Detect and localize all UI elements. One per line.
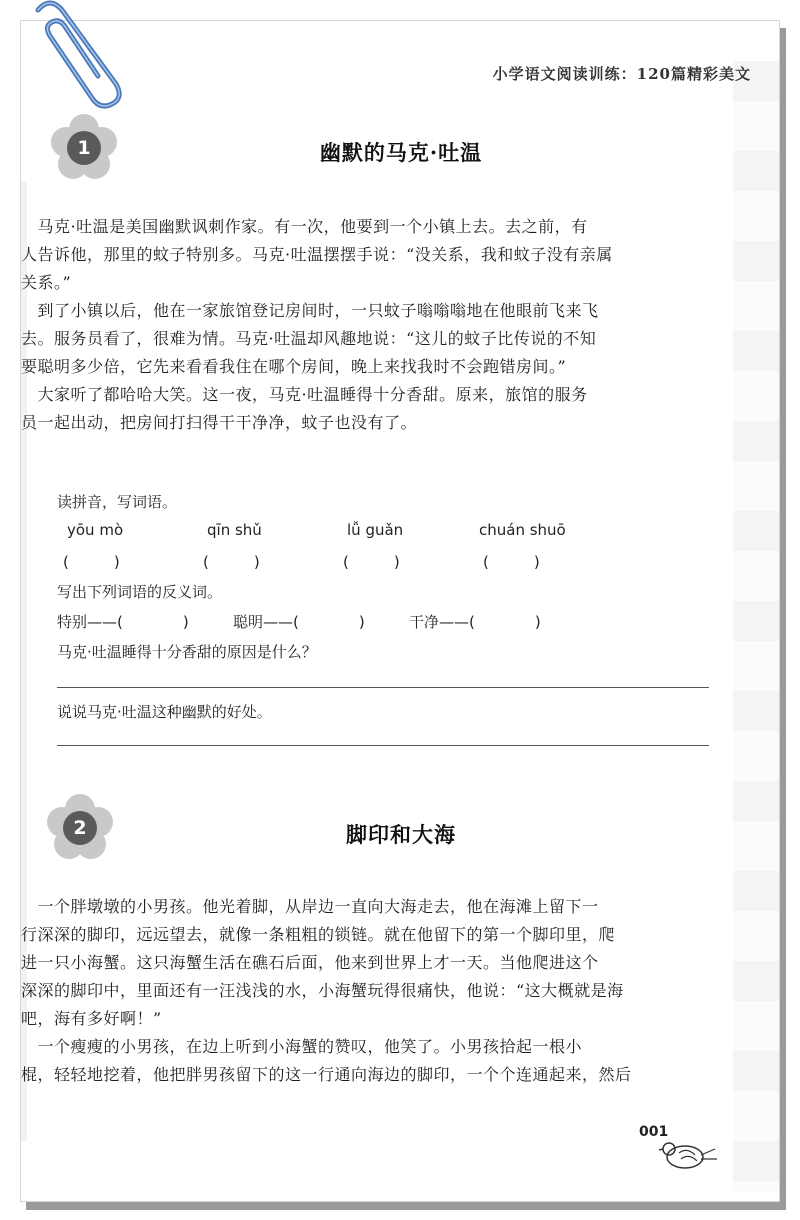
text-line: 一个瘦瘦的小男孩，在边上听到小海蟹的赞叹，他笑了。小男孩拾起一根小 <box>21 1037 583 1056</box>
pinyin-item: qīn shǔ <box>207 521 262 539</box>
running-header: 小学语文阅读训练：120篇精彩美文 <box>492 65 751 83</box>
pinyin-item: chuán shuō <box>479 521 566 539</box>
page-number: 001 <box>639 1124 669 1140</box>
text-line: 大家听了都哈哈大笑。这一夜，马克·吐温睡得十分香甜。原来，旅馆的服务 <box>21 385 588 404</box>
question-3: 马克·吐温睡得十分香甜的原因是什么？ <box>57 643 317 661</box>
pinyin-item: yōu mò <box>67 521 124 539</box>
question-4: 说说马克·吐温这种幽默的好处。 <box>57 703 272 721</box>
text-line: 关系。” <box>21 273 72 292</box>
text-line: 马克·吐温是美国幽默讽刺作家。有一次，他要到一个小镇上去。去之前，有 <box>21 217 588 236</box>
book-page <box>20 20 780 1202</box>
text-line: 员一起出动，把房间打扫得干干净净，蚊子也没有了。 <box>21 413 418 432</box>
answer-bracket[interactable]: ( ) <box>343 553 400 571</box>
answer-line[interactable] <box>57 687 709 688</box>
answer-bracket[interactable]: ( ) <box>483 553 540 571</box>
text-line: 要聪明多少倍，它先来看看我住在哪个房间，晚上来找我时不会跑错房间。” <box>21 357 567 376</box>
answer-bracket[interactable]: ( ) <box>63 553 120 571</box>
antonym-item[interactable]: 聪明——( ) <box>233 613 365 631</box>
antonym-item[interactable]: 特别——( ) <box>57 613 189 631</box>
section-title: 脚印和大海 <box>346 822 456 847</box>
text-line: 一个胖墩墩的小男孩。他光着脚，从岸边一直向大海走去，他在海滩上留下一 <box>21 897 599 916</box>
text-line: 去。服务员看了，很难为情。马克·吐温却风趣地说：“这儿的蚊子比传说的不知 <box>21 329 597 348</box>
answer-line[interactable] <box>57 745 709 746</box>
section-body <box>21 893 733 1089</box>
right-decoration <box>733 61 779 1191</box>
paperclip-icon <box>20 0 130 110</box>
text-line: 棍，轻轻地挖着，他把胖男孩留下的这一行通向海边的脚印，一个个连通起来，然后 <box>21 1065 632 1084</box>
pinyin-item: lǚ guǎn <box>347 521 404 539</box>
question-2: 写出下列词语的反义词。 <box>57 583 223 601</box>
text-line: 到了小镇以后，他在一家旅馆登记房间时，一只蚊子嗡嗡嗡地在他眼前飞来飞 <box>21 301 599 320</box>
section-number: 2 <box>73 817 87 839</box>
section-title: 幽默的马克·吐温 <box>319 140 483 165</box>
question-1: 读拼音，写词语。 <box>57 493 178 511</box>
answer-bracket[interactable]: ( ) <box>203 553 260 571</box>
antonym-item[interactable]: 干净——( ) <box>409 613 541 631</box>
bird-icon <box>659 1133 719 1173</box>
section-body <box>21 213 733 437</box>
section-number-badge <box>45 793 115 863</box>
section-number-badge <box>49 113 119 183</box>
text-line: 吧，海有多好啊！” <box>21 1009 162 1028</box>
text-line: 行深深的脚印，远远望去，就像一条粗粗的锁链。就在他留下的第一个脚印里，爬 <box>21 925 616 944</box>
text-line: 人告诉他，那里的蚊子特别多。马克·吐温摆摆手说：“没关系，我和蚊子没有亲属 <box>21 245 613 264</box>
text-line: 进一只小海蟹。这只海蟹生活在礁石后面，他来到世界上才一天。当他爬进这个 <box>21 953 599 972</box>
exercise-block <box>57 491 717 761</box>
text-line: 深深的脚印中，里面还有一汪浅浅的水，小海蟹玩得很痛快，他说：“这大概就是海 <box>21 981 624 1000</box>
section-number: 1 <box>77 137 91 159</box>
